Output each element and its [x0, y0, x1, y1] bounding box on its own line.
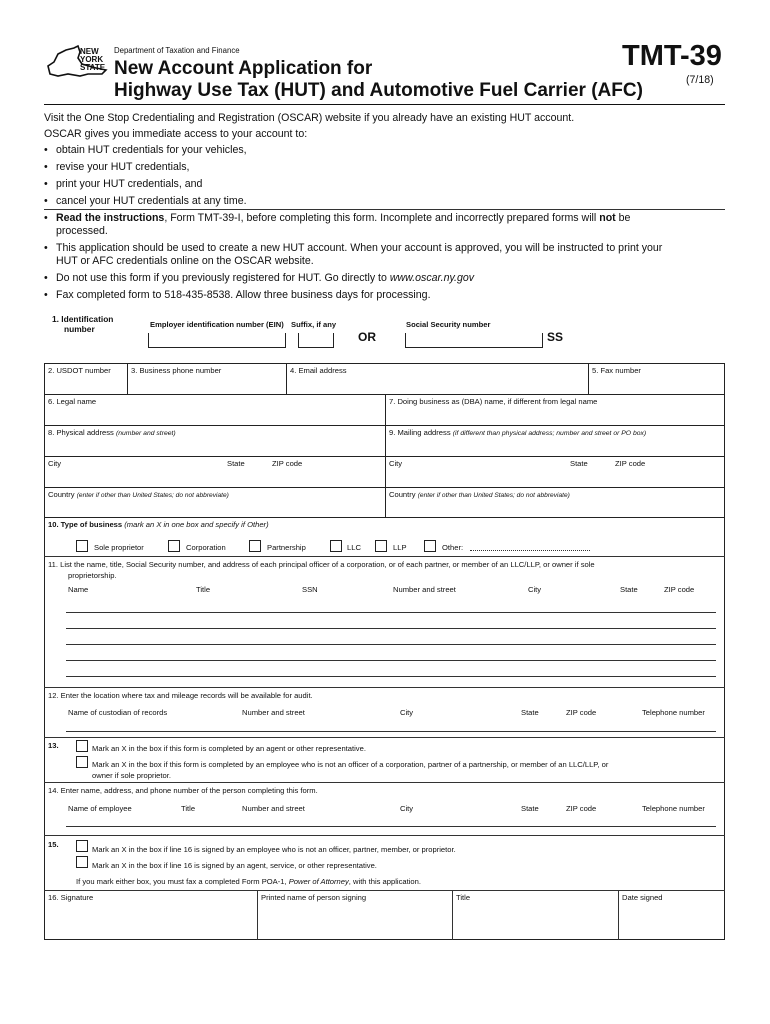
form-title-line1: New Account Application for [114, 58, 373, 79]
instruction-bullet [44, 212, 630, 224]
partnership-checkbox[interactable] [249, 540, 261, 552]
state-logo-text [80, 48, 112, 72]
intro-bullet [44, 161, 189, 173]
physical-city-state-zip-field[interactable] [44, 456, 386, 488]
preparer-col-city: City [400, 804, 414, 813]
signature-label: 16. Signature [48, 893, 94, 902]
section-rule [44, 890, 725, 891]
signer-note-italic: Power of Attorney [288, 877, 349, 886]
intro-bullet-text: revise your HUT credentials, [56, 161, 190, 173]
signer-number: 15. [48, 840, 59, 849]
agent-representative-checkbox[interactable] [76, 740, 88, 752]
intro-bullet-text: obtain HUT credentials for your vehicles, [56, 144, 247, 156]
records-label: 12. Enter the location where tax and mileage records will be available for audit. [48, 691, 313, 700]
section-rule [44, 782, 725, 783]
business-type-label [48, 520, 269, 529]
officers-col-city: City [528, 585, 542, 594]
instruction-text: Fax completed form to 518-435-8538. Allow three business days for processing. [56, 289, 431, 301]
fax-field[interactable] [588, 363, 725, 395]
state-logo-label: NEW YORK STATE [80, 47, 106, 72]
instruction-end: be [615, 212, 631, 224]
officer-row-line[interactable] [66, 644, 716, 645]
header-rule [44, 104, 725, 105]
form-revision: (7/18) [686, 74, 714, 86]
instruction-text: This application should be used to create a new HUT account. When your account is approved, you will be instructed to print your [56, 242, 663, 254]
fax-label: 5. Fax number [592, 366, 641, 375]
business-type-prefix: 10. Type of business [48, 520, 125, 529]
business-phone-label: 3. Business phone number [131, 366, 222, 375]
section-rule [44, 737, 725, 738]
form-title-line2: Highway Use Tax (HUT) and Automotive Fuel Carrier (AFC) [114, 80, 643, 101]
records-col-name: Name of custodian of records [68, 708, 168, 717]
physical-country-field[interactable] [44, 487, 386, 518]
signer-employee-checkbox[interactable] [76, 840, 88, 852]
signer-note-prefix: If you mark either box, you must fax a completed Form POA-1, [76, 877, 289, 886]
llp-checkbox[interactable] [375, 540, 387, 552]
records-entry-line[interactable] [66, 731, 716, 732]
llc-label: LLC [347, 543, 361, 552]
llc-checkbox[interactable] [330, 540, 342, 552]
intro-bullet [44, 195, 247, 207]
officer-row-line[interactable] [66, 660, 716, 661]
email-field[interactable] [286, 363, 589, 395]
preparer-col-zip: ZIP code [566, 804, 597, 813]
signature-input[interactable] [45, 904, 256, 938]
mailing-country-field[interactable] [385, 487, 725, 518]
signer-agent-checkbox[interactable] [76, 856, 88, 868]
sole-proprietor-label: Sole proprietor [94, 543, 144, 552]
signer-option1: Mark an X in the box if line 16 is signed by an employee who is not an officer, partner, member, or proprietor. [92, 845, 456, 854]
records-col-state: State [521, 708, 539, 717]
preparer-col-phone: Telephone number [642, 804, 705, 813]
intro-bullet-text: cancel your HUT credentials at any time. [56, 195, 247, 207]
legal-name-field[interactable] [44, 394, 386, 426]
officers-col-name: Name [68, 585, 89, 594]
mailing-city-state-zip-field[interactable] [385, 456, 725, 488]
preparer-col-street: Number and street [242, 804, 305, 813]
mailing-address-field[interactable] [385, 425, 725, 457]
physical-address-note: (number and street) [115, 430, 176, 437]
usdot-field[interactable] [44, 363, 128, 395]
country-label: Country [48, 490, 75, 499]
city-label: City [389, 459, 403, 468]
instruction-line2: processed. [56, 225, 108, 237]
ein-label: Employer identification number (EIN) [150, 320, 284, 329]
ss-text: SS [547, 330, 564, 344]
signer-title-label: Title [456, 893, 471, 902]
intro-bullet [44, 144, 247, 156]
preparer-label: 14. Enter name, address, and phone number of the person completing this form. [48, 786, 318, 795]
business-type-note: (mark an X in one box and specify if Other) [124, 520, 269, 529]
suffix-label: Suffix, if any [291, 320, 337, 329]
intro-line2: OSCAR gives you immediate access to your account to: [44, 128, 308, 140]
agent-option1: Mark an X in the box if this form is completed by an agent or other representative. [92, 744, 366, 753]
section-rule [44, 687, 725, 688]
preparer-col-title: Title [181, 804, 196, 813]
signer-title-input[interactable] [453, 904, 617, 938]
preparer-col-state: State [521, 804, 539, 813]
llp-label: LLP [393, 543, 407, 552]
ein-input[interactable] [148, 333, 286, 348]
state-label: State [570, 459, 588, 468]
zip-label: ZIP code [615, 459, 646, 468]
legal-name-label: 6. Legal name [48, 397, 97, 406]
partnership-label: Partnership [267, 543, 306, 552]
identification-label [52, 314, 113, 334]
signer-note-suffix: , with this application. [348, 877, 421, 886]
signer-option2: Mark an X in the box if line 16 is signed by an agent, service, or other representative. [92, 861, 377, 870]
records-col-city: City [400, 708, 414, 717]
printed-name-input[interactable] [258, 904, 451, 938]
date-signed-label: Date signed [622, 893, 663, 902]
intro-bullet-text: print your HUT credentials, and [56, 178, 203, 190]
preparer-col-name: Name of employee [68, 804, 132, 813]
printed-name-label: Printed name of person signing [261, 893, 367, 902]
signer-note [76, 877, 421, 886]
agent-number: 13. [48, 741, 59, 750]
country-note: (enter if other than United States; do not abbreviate) [76, 492, 229, 499]
records-col-phone: Telephone number [642, 708, 705, 717]
officers-col-ssn: SSN [302, 585, 318, 594]
city-label: City [48, 459, 62, 468]
dba-label: 7. Doing business as (DBA) name, if different from legal name [389, 397, 598, 406]
sole-proprietor-checkbox[interactable] [76, 540, 88, 552]
instruction-bullet [44, 289, 431, 301]
section-rule [44, 835, 725, 836]
dba-field[interactable] [385, 394, 725, 426]
other-checkbox[interactable] [424, 540, 436, 552]
officers-col-state: State [620, 585, 638, 594]
agent-employee-checkbox[interactable] [76, 756, 88, 768]
other-label: Other: [442, 543, 464, 552]
instruction-line2: HUT or AFC credentials online on the OSCAR website. [56, 255, 314, 267]
officers-label-line2: proprietorship. [68, 571, 117, 580]
zip-label: ZIP code [272, 459, 303, 468]
officers-col-zip: ZIP code [664, 585, 695, 594]
corporation-checkbox[interactable] [168, 540, 180, 552]
instruction-not: not [599, 212, 616, 224]
officer-row-line[interactable] [66, 612, 716, 613]
officer-row-line[interactable] [66, 676, 716, 677]
officer-row-line[interactable] [66, 628, 716, 629]
form-number: TMT-39 [622, 40, 722, 72]
records-col-zip: ZIP code [566, 708, 597, 717]
mailing-address-note: (if different than physical address; number and street or PO box) [452, 430, 647, 437]
country-label: Country [389, 490, 416, 499]
identification-label-line2: number [64, 324, 95, 334]
officers-col-title: Title [196, 585, 211, 594]
instruction-bold: Read the instructions [56, 212, 165, 224]
usdot-label: 2. USDOT number [48, 366, 111, 375]
records-col-street: Number and street [242, 708, 305, 717]
email-label: 4. Email address [290, 366, 347, 375]
officers-label-line1: 11. List the name, title, Social Security number, and address of each principal officer of a corporation, or of each partner, or member of an LLC/LLP, or owner if sole [48, 560, 595, 569]
instruction-text: Do not use this form if you previously registered for HUT. Go directly to [56, 272, 390, 284]
or-text: OR [358, 330, 376, 344]
instruction-text: , Form TMT-39-I, before completing this form. Incomplete and incorrectly prepared forms will [164, 212, 600, 224]
agent-option2-line2: owner if sole proprietor. [92, 771, 171, 780]
ssn-label: Social Security number [406, 320, 491, 329]
corporation-label: Corporation [186, 543, 226, 552]
country-note: (enter if other than United States; do not abbreviate) [417, 492, 570, 499]
intro-line1: Visit the One Stop Credentialing and Registration (OSCAR) website if you already have an existing HUT account. [44, 112, 575, 124]
officers-col-street: Number and street [393, 585, 456, 594]
identification-label-line1: 1. Identification [52, 314, 114, 324]
physical-address-field[interactable] [44, 425, 386, 457]
section-rule [44, 556, 725, 557]
suffix-input[interactable] [298, 333, 334, 348]
other-specify-input[interactable] [470, 550, 590, 551]
mailing-address-label: 9. Mailing address [389, 428, 451, 437]
instruction-bullet [44, 272, 474, 284]
business-phone-field[interactable] [127, 363, 287, 395]
intro-rule [44, 209, 725, 210]
preparer-entry-line[interactable] [66, 826, 716, 827]
intro-bullet [44, 178, 202, 190]
department-name: Department of Taxation and Finance [114, 46, 240, 55]
physical-address-label: 8. Physical address [48, 428, 114, 437]
agent-option2-line1: Mark an X in the box if this form is completed by an employee who is not an officer of a corporation, partner of a partnership, or member of an LLC/LLP, or [92, 760, 609, 769]
oscar-link[interactable]: www.oscar.ny.gov [389, 272, 475, 284]
date-signed-input[interactable] [619, 904, 724, 938]
instruction-bullet [44, 242, 662, 254]
state-label: State [227, 459, 245, 468]
ssn-input[interactable] [405, 333, 543, 348]
